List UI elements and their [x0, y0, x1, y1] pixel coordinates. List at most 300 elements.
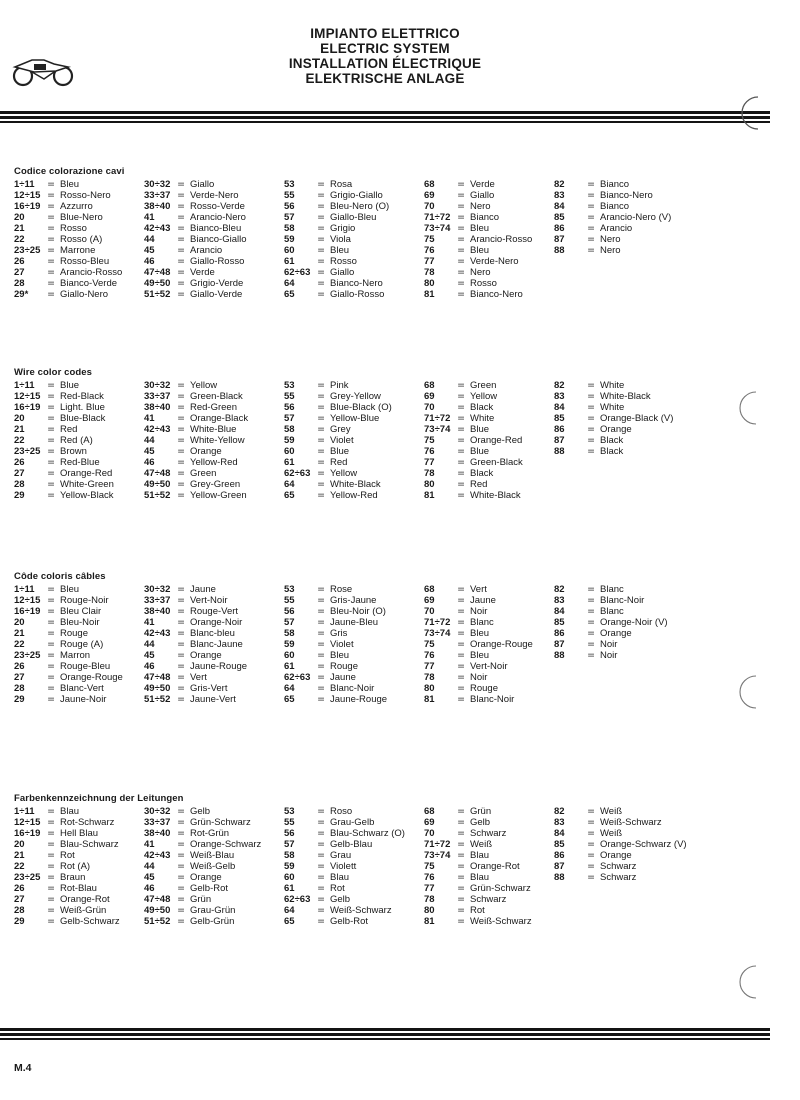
wire-code: 23÷25: [14, 446, 41, 457]
code-row: [424, 872, 532, 883]
equals-sign: =: [47, 639, 55, 650]
wire-code: 70: [424, 606, 435, 617]
color-name: Rouge: [330, 661, 358, 672]
color-name: Arancio-Rosso: [60, 267, 123, 278]
code-row: [284, 617, 387, 628]
equals-sign: =: [317, 190, 325, 201]
equals-sign: =: [177, 650, 185, 661]
code-row: [554, 413, 673, 424]
wire-code: 38÷40: [144, 402, 171, 413]
code-row: [144, 672, 247, 683]
code-row: [284, 839, 405, 850]
equals-sign: =: [317, 639, 325, 650]
wire-code: 55: [284, 817, 295, 828]
equals-sign: =: [177, 179, 185, 190]
code-row: [284, 639, 387, 650]
code-row: [284, 584, 387, 595]
code-row: [14, 850, 120, 861]
wire-code: 86: [554, 424, 565, 435]
code-row: [14, 617, 123, 628]
wire-code: 21: [14, 628, 25, 639]
wire-code: 57: [284, 212, 295, 223]
wire-code: 44: [144, 234, 155, 245]
equals-sign: =: [47, 694, 55, 705]
page-number: M.4: [14, 1062, 32, 1074]
wire-code: 88: [554, 650, 565, 661]
color-name: Blau: [60, 806, 80, 817]
color-name: Orange-Schwarz: [190, 839, 262, 850]
code-row: [424, 806, 532, 817]
code-row: [554, 595, 668, 606]
color-name: Orange: [190, 650, 222, 661]
color-name: Noir: [600, 650, 618, 661]
wire-code: 86: [554, 223, 565, 234]
equals-sign: =: [177, 817, 185, 828]
code-row: [284, 606, 387, 617]
code-column: [424, 179, 532, 300]
color-name: Gelb: [190, 806, 211, 817]
code-row: [14, 179, 122, 190]
color-name: Marrone: [60, 245, 96, 256]
color-name: Gelb-Schwarz: [60, 916, 120, 927]
wire-code: 46: [144, 883, 155, 894]
color-name: Rouge-Vert: [190, 606, 239, 617]
code-row: [424, 683, 533, 694]
equals-sign: =: [177, 289, 185, 300]
equals-sign: =: [587, 639, 595, 650]
color-name: Marron: [60, 650, 91, 661]
code-column: [424, 584, 533, 705]
code-row: [284, 894, 405, 905]
wire-code: 22: [14, 234, 25, 245]
equals-sign: =: [587, 245, 595, 256]
equals-sign: =: [47, 201, 55, 212]
code-row: [144, 424, 248, 435]
code-row: [424, 490, 523, 501]
wire-code: 81: [424, 916, 435, 927]
equals-sign: =: [587, 223, 595, 234]
equals-sign: =: [177, 223, 185, 234]
color-name: Jaune-Bleu: [330, 617, 379, 628]
wire-code: 83: [554, 190, 565, 201]
color-name: Yellow-Blue: [330, 413, 380, 424]
color-name: Green: [190, 468, 217, 479]
color-name: Braun: [60, 872, 86, 883]
equals-sign: =: [587, 190, 595, 201]
equals-sign: =: [177, 391, 185, 402]
wire-code: 83: [554, 595, 565, 606]
wire-code: 44: [144, 639, 155, 650]
wire-code: 58: [284, 850, 295, 861]
color-name: Bleu-Noir (O): [330, 606, 386, 617]
equals-sign: =: [457, 661, 465, 672]
code-row: [14, 584, 123, 595]
motorcycle-logo-icon: [10, 55, 76, 87]
wire-code: 71÷72: [424, 212, 451, 223]
wire-code: 70: [424, 828, 435, 839]
color-name: Rosso (A): [60, 234, 103, 245]
equals-sign: =: [177, 490, 185, 501]
code-row: [554, 424, 673, 435]
color-name: Orange: [600, 850, 632, 861]
equals-sign: =: [177, 584, 185, 595]
wire-code: 61: [284, 457, 295, 468]
equals-sign: =: [587, 201, 595, 212]
title-line-fr: INSTALLATION ÉLECTRIQUE: [288, 56, 482, 71]
color-name: Bleu-Nero (O): [330, 201, 390, 212]
wire-code: 69: [424, 391, 435, 402]
wire-code: 23÷25: [14, 650, 41, 661]
code-row: [424, 190, 532, 201]
color-name: Jaune: [330, 672, 356, 683]
code-row: [14, 894, 120, 905]
color-name: Yellow: [330, 468, 358, 479]
code-row: [144, 212, 247, 223]
color-name: Brown: [60, 446, 87, 457]
code-row: [284, 402, 392, 413]
code-row: [284, 490, 392, 501]
color-name: Arancio-Nero (V): [600, 212, 672, 223]
equals-sign: =: [177, 894, 185, 905]
wire-code: 73÷74: [424, 223, 451, 234]
footer-rule: [0, 1028, 770, 1042]
code-row: [14, 872, 120, 883]
equals-sign: =: [587, 650, 595, 661]
wire-code: 85: [554, 212, 565, 223]
wire-code: 47÷48: [144, 468, 171, 479]
color-name: Red (A): [60, 435, 93, 446]
color-name: Jaune-Rouge: [330, 694, 388, 705]
wire-code: 41: [144, 617, 155, 628]
wire-code: 49÷50: [144, 683, 171, 694]
color-name: Blue: [470, 424, 490, 435]
wire-code: 68: [424, 380, 435, 391]
wire-code: 53: [284, 806, 295, 817]
code-row: [284, 817, 405, 828]
code-row: [554, 234, 671, 245]
color-name: Nero: [600, 245, 621, 256]
color-name: Orange: [190, 872, 222, 883]
color-name: Orange-Rouge: [60, 672, 123, 683]
color-name: Rouge (A): [60, 639, 104, 650]
wire-code: 28: [14, 905, 25, 916]
wire-code: 60: [284, 872, 295, 883]
wire-code: 76: [424, 245, 435, 256]
wire-code: 77: [424, 256, 435, 267]
color-name: Blanc: [600, 606, 624, 617]
wire-code: 88: [554, 446, 565, 457]
color-name: Black: [470, 402, 494, 413]
wire-code: 82: [554, 584, 565, 595]
wire-code: 53: [284, 380, 295, 391]
equals-sign: =: [317, 905, 325, 916]
code-row: [144, 894, 261, 905]
code-row: [284, 190, 389, 201]
color-name: Viola: [330, 234, 351, 245]
wire-code: 60: [284, 446, 295, 457]
color-name: Schwarz: [470, 828, 507, 839]
code-row: [14, 628, 123, 639]
equals-sign: =: [457, 694, 465, 705]
code-row: [284, 479, 392, 490]
equals-sign: =: [587, 850, 595, 861]
color-name: Giallo: [190, 179, 215, 190]
code-row: [144, 639, 247, 650]
code-column: [554, 380, 673, 457]
wire-code: 75: [424, 639, 435, 650]
wire-code: 58: [284, 424, 295, 435]
equals-sign: =: [47, 628, 55, 639]
wire-code: 53: [284, 179, 295, 190]
color-name: Giallo-Rosso: [330, 289, 385, 300]
color-name: Rouge-Noir: [60, 595, 109, 606]
code-row: [554, 201, 671, 212]
code-row: [14, 817, 120, 828]
code-row: [424, 468, 523, 479]
wire-code: 82: [554, 806, 565, 817]
color-name: Gris-Vert: [190, 683, 228, 694]
code-row: [144, 850, 261, 861]
code-row: [14, 595, 123, 606]
code-row: [424, 278, 532, 289]
equals-sign: =: [317, 661, 325, 672]
equals-sign: =: [457, 916, 465, 927]
wire-code: 47÷48: [144, 672, 171, 683]
wire-code: 82: [554, 380, 565, 391]
color-name: Grigio-Giallo: [330, 190, 383, 201]
equals-sign: =: [457, 212, 465, 223]
code-row: [284, 380, 392, 391]
code-row: [554, 639, 668, 650]
equals-sign: =: [317, 883, 325, 894]
equals-sign: =: [177, 672, 185, 683]
equals-sign: =: [317, 606, 325, 617]
color-name: Yellow: [470, 391, 498, 402]
equals-sign: =: [317, 289, 325, 300]
code-row: [284, 683, 387, 694]
color-name: Bianco-Bleu: [190, 223, 242, 234]
code-column: [144, 380, 248, 501]
code-row: [554, 179, 671, 190]
equals-sign: =: [457, 289, 465, 300]
code-row: [14, 267, 122, 278]
code-row: [144, 817, 261, 828]
wire-code: 51÷52: [144, 490, 171, 501]
color-name: Jaune: [190, 584, 216, 595]
wire-code: 20: [14, 212, 25, 223]
code-row: [424, 916, 532, 927]
wire-code: 87: [554, 639, 565, 650]
binder-hole-icon: [730, 388, 770, 428]
color-name: Bleu: [330, 245, 350, 256]
wire-code: 62÷63: [284, 672, 311, 683]
wire-code: 22: [14, 639, 25, 650]
code-row: [424, 905, 532, 916]
code-row: [424, 446, 523, 457]
code-row: [14, 424, 114, 435]
code-row: [284, 694, 387, 705]
equals-sign: =: [457, 628, 465, 639]
section-italian: [14, 166, 774, 300]
code-row: [424, 828, 532, 839]
color-name: Gris-Jaune: [330, 595, 377, 606]
equals-sign: =: [177, 850, 185, 861]
equals-sign: =: [457, 639, 465, 650]
wire-code: 75: [424, 234, 435, 245]
code-row: [424, 179, 532, 190]
equals-sign: =: [177, 190, 185, 201]
equals-sign: =: [47, 267, 55, 278]
code-row: [554, 617, 668, 628]
color-name: Gelb-Grün: [190, 916, 235, 927]
code-row: [424, 424, 523, 435]
color-name: Violet: [330, 435, 354, 446]
equals-sign: =: [317, 872, 325, 883]
code-row: [424, 413, 523, 424]
wire-code: 77: [424, 457, 435, 468]
equals-sign: =: [457, 490, 465, 501]
color-name: Orange-Black (V): [600, 413, 674, 424]
wire-code: 42÷43: [144, 424, 171, 435]
code-row: [144, 916, 261, 927]
code-column: [554, 179, 671, 256]
wire-code: 84: [554, 828, 565, 839]
color-name: White: [600, 380, 625, 391]
color-name: Blanc-Jaune: [190, 639, 243, 650]
color-name: White: [600, 402, 625, 413]
code-row: [284, 245, 389, 256]
wire-code: 78: [424, 267, 435, 278]
equals-sign: =: [47, 872, 55, 883]
color-name: Black: [600, 435, 624, 446]
wire-code: 60: [284, 245, 295, 256]
equals-sign: =: [177, 256, 185, 267]
wire-code: 57: [284, 413, 295, 424]
code-row: [554, 606, 668, 617]
equals-sign: =: [457, 190, 465, 201]
code-row: [144, 595, 247, 606]
code-row: [424, 234, 532, 245]
wire-code: 1÷11: [14, 584, 35, 595]
section-english: [14, 367, 774, 501]
equals-sign: =: [47, 468, 55, 479]
code-row: [144, 234, 247, 245]
code-row: [144, 861, 261, 872]
equals-sign: =: [317, 839, 325, 850]
color-name: Weiß-Schwarz: [600, 817, 662, 828]
equals-sign: =: [177, 267, 185, 278]
color-name: Bianco: [600, 179, 630, 190]
code-row: [424, 584, 533, 595]
color-name: White: [470, 413, 495, 424]
wire-code: 76: [424, 872, 435, 883]
code-row: [144, 661, 247, 672]
wire-code: 69: [424, 190, 435, 201]
equals-sign: =: [457, 905, 465, 916]
color-name: Orange-Black: [190, 413, 249, 424]
section-title: Côde coloris câbles: [14, 571, 106, 582]
color-name: Orange-Noir (V): [600, 617, 668, 628]
equals-sign: =: [587, 595, 595, 606]
color-name: Blanc-Noir: [330, 683, 375, 694]
color-name: Bleu: [60, 179, 80, 190]
color-name: Grün: [190, 894, 212, 905]
code-row: [424, 457, 523, 468]
code-row: [424, 380, 523, 391]
color-name: Blau: [470, 850, 490, 861]
equals-sign: =: [47, 190, 55, 201]
equals-sign: =: [457, 850, 465, 861]
code-row: [284, 234, 389, 245]
wire-code: 30÷32: [144, 806, 171, 817]
color-name: Blue-Black (O): [330, 402, 392, 413]
wire-code: 82: [554, 179, 565, 190]
wire-code: 46: [144, 457, 155, 468]
equals-sign: =: [457, 402, 465, 413]
wire-code: 85: [554, 413, 565, 424]
color-name: Bleu: [60, 584, 80, 595]
code-row: [144, 201, 247, 212]
color-name: Bianco-Nero: [600, 190, 653, 201]
wire-code: 45: [144, 872, 155, 883]
code-row: [144, 628, 247, 639]
equals-sign: =: [317, 490, 325, 501]
code-row: [424, 650, 533, 661]
code-row: [14, 861, 120, 872]
equals-sign: =: [177, 468, 185, 479]
wire-code: 88: [554, 245, 565, 256]
wire-code: 49÷50: [144, 479, 171, 490]
equals-sign: =: [177, 839, 185, 850]
equals-sign: =: [47, 606, 55, 617]
code-row: [14, 606, 123, 617]
code-row: [144, 402, 248, 413]
code-row: [424, 883, 532, 894]
wire-code: 60: [284, 650, 295, 661]
equals-sign: =: [47, 595, 55, 606]
equals-sign: =: [457, 435, 465, 446]
color-name: Orange-Red: [470, 435, 523, 446]
code-column: [14, 806, 120, 927]
color-name: Rosso: [330, 256, 357, 267]
wire-code: 81: [424, 694, 435, 705]
equals-sign: =: [47, 650, 55, 661]
color-name: Blau-Schwarz (O): [330, 828, 405, 839]
equals-sign: =: [457, 446, 465, 457]
equals-sign: =: [317, 391, 325, 402]
wire-code: 1÷11: [14, 179, 35, 190]
wire-code: 46: [144, 661, 155, 672]
equals-sign: =: [47, 245, 55, 256]
wire-code: 69: [424, 817, 435, 828]
color-name: Noir: [470, 606, 488, 617]
color-name: Vert: [470, 584, 487, 595]
wire-code: 86: [554, 850, 565, 861]
equals-sign: =: [587, 861, 595, 872]
color-name: Rosso-Verde: [190, 201, 245, 212]
code-row: [144, 468, 248, 479]
wire-code: 65: [284, 916, 295, 927]
wire-code: 61: [284, 256, 295, 267]
color-name: Weiß-Grün: [60, 905, 107, 916]
code-column: [144, 179, 247, 300]
color-name: Grey-Yellow: [330, 391, 381, 402]
wire-code: 38÷40: [144, 828, 171, 839]
equals-sign: =: [177, 606, 185, 617]
wire-code: 26: [14, 883, 25, 894]
equals-sign: =: [47, 916, 55, 927]
wire-code: 69: [424, 595, 435, 606]
